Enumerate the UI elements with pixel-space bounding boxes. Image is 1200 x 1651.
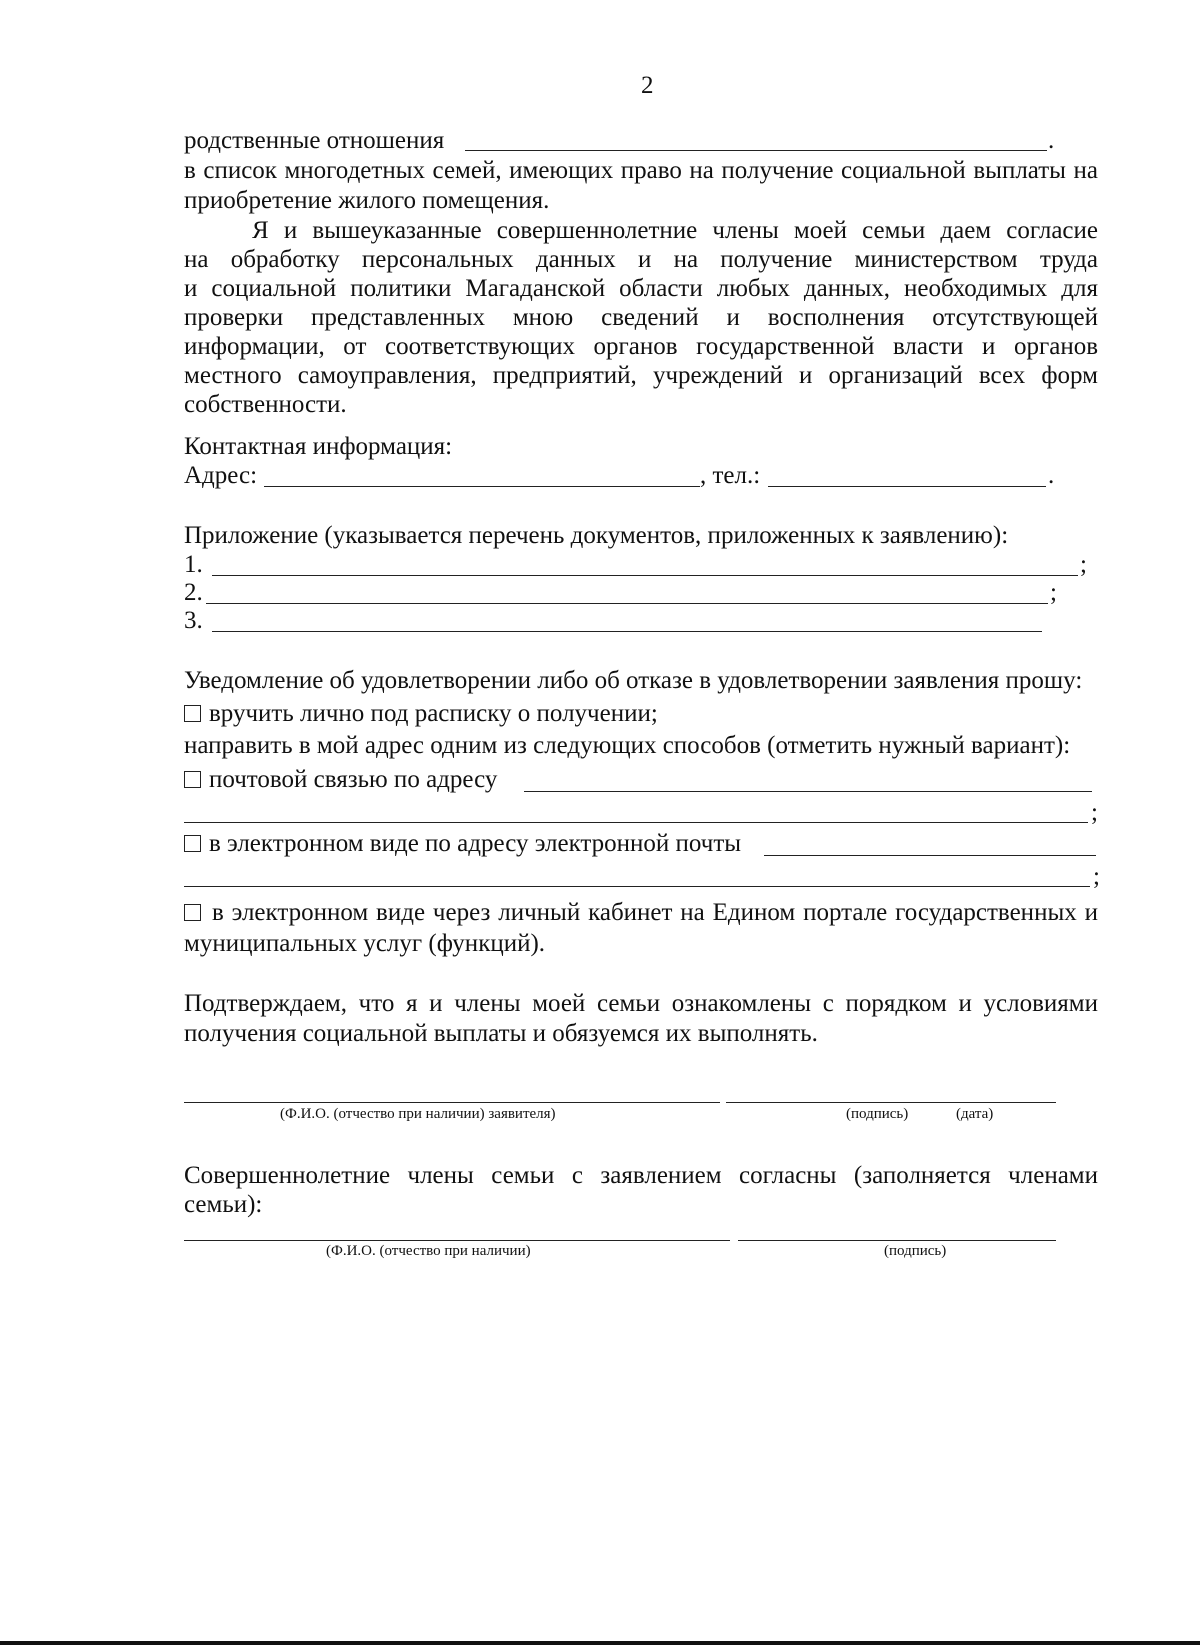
scan-bottom-edge bbox=[0, 1641, 1200, 1645]
confirmation-line-1: Подтверждаем, что я и члены моей семьи ознакомлены с порядком и условиями bbox=[184, 990, 1098, 1017]
attachment-field-3[interactable] bbox=[212, 631, 1042, 632]
attachments-heading: Приложение (указывается перечень документов, приложенных к заявлению): bbox=[184, 522, 1009, 549]
contact-end: . bbox=[1048, 462, 1055, 489]
attachment-sep-2: ; bbox=[1050, 579, 1057, 606]
family-line-2: семьи): bbox=[184, 1191, 263, 1218]
attachment-sep-1: ; bbox=[1080, 551, 1087, 578]
phone-label: , тел.: bbox=[700, 462, 761, 489]
option-personal[interactable] bbox=[184, 699, 658, 728]
applicant-signature-caption: (подпись) bbox=[846, 1106, 909, 1122]
direction-text: направить в мой адрес одним из следующих способов (отметить нужный вариант): bbox=[184, 732, 1071, 759]
consent-line-1: Я и вышеуказанные совершеннолетние члены моей семьи даем согласие bbox=[252, 217, 1098, 244]
applicant-date-caption: (дата) bbox=[956, 1106, 994, 1122]
email-field-2[interactable] bbox=[184, 886, 1090, 887]
checkbox-portal[interactable] bbox=[184, 904, 201, 921]
checkbox-post[interactable] bbox=[184, 771, 201, 788]
family-signature-caption: (подпись) bbox=[884, 1243, 947, 1259]
family-signature-field[interactable] bbox=[738, 1240, 1056, 1241]
applicant-fio-caption: (Ф.И.О. (отчество при наличии) заявителя) bbox=[280, 1106, 556, 1122]
page-number: 2 bbox=[641, 72, 654, 99]
option-portal[interactable] bbox=[184, 898, 209, 927]
checkbox-personal[interactable] bbox=[184, 705, 201, 722]
consent-line-4: проверки представленных мною сведений и восполнения отсутствующей bbox=[184, 304, 1098, 331]
phone-field[interactable] bbox=[768, 486, 1046, 487]
relation-end: . bbox=[1048, 127, 1055, 154]
checkbox-email[interactable] bbox=[184, 835, 201, 852]
option-portal-line-2: муниципальных услуг (функций). bbox=[184, 930, 546, 957]
option-portal-line-1: в электронном виде через личный кабинет на Едином портале государственных и bbox=[212, 899, 1098, 926]
intro-line-1: в список многодетных семей, имеющих право на получение социальной выплаты на bbox=[184, 157, 1098, 184]
family-fio-caption: (Ф.И.О. (отчество при наличии) bbox=[326, 1243, 531, 1259]
intro-line-2: приобретение жилого помещения. bbox=[184, 187, 550, 214]
option-post[interactable] bbox=[184, 765, 497, 794]
address-field[interactable] bbox=[264, 486, 700, 487]
consent-line-3: и социальной политики Магаданской области любых данных, необходимых для bbox=[184, 275, 1098, 302]
address-label: Адрес: bbox=[184, 462, 258, 489]
family-fio-field[interactable] bbox=[184, 1240, 730, 1241]
post-address-field-1[interactable] bbox=[524, 791, 1092, 792]
post-end: ; bbox=[1091, 799, 1098, 826]
family-line-1: Совершеннолетние члены семьи с заявлением согласны (заполняется членами bbox=[184, 1162, 1098, 1189]
post-address-field-2[interactable] bbox=[184, 822, 1088, 823]
applicant-fio-field[interactable] bbox=[184, 1102, 720, 1103]
attachment-number-1: 1. bbox=[184, 551, 203, 578]
option-personal-label: вручить лично под расписку о получении; bbox=[209, 700, 658, 727]
consent-line-7: собственности. bbox=[184, 391, 347, 418]
notification-heading: Уведомление об удовлетворении либо об отказе в удовлетворении заявления прошу: bbox=[184, 667, 1083, 694]
relation-label: родственные отношения bbox=[184, 127, 445, 154]
option-email[interactable] bbox=[184, 829, 741, 858]
option-email-label: в электронном виде по адресу электронной почты bbox=[209, 830, 742, 857]
attachment-field-1[interactable] bbox=[212, 575, 1078, 576]
attachment-number-3: 3. bbox=[184, 607, 203, 634]
email-end: ; bbox=[1093, 863, 1100, 890]
attachment-field-2[interactable] bbox=[206, 603, 1048, 604]
consent-line-6: местного самоуправления, предприятий, учреждений и организаций всех форм bbox=[184, 362, 1098, 389]
contact-heading: Контактная информация: bbox=[184, 433, 453, 460]
relation-field[interactable] bbox=[465, 150, 1047, 151]
option-post-label: почтовой связью по адресу bbox=[209, 766, 498, 793]
confirmation-line-2: получения социальной выплаты и обязуемся их выполнять. bbox=[184, 1020, 818, 1047]
email-field-1[interactable] bbox=[764, 855, 1096, 856]
consent-line-2: на обработку персональных данных и на получение министерством труда bbox=[184, 246, 1098, 273]
applicant-sign-date-field[interactable] bbox=[726, 1102, 1056, 1103]
attachment-number-2: 2. bbox=[184, 579, 203, 606]
consent-line-5: информации, от соответствующих органов государственной власти и органов bbox=[184, 333, 1098, 360]
